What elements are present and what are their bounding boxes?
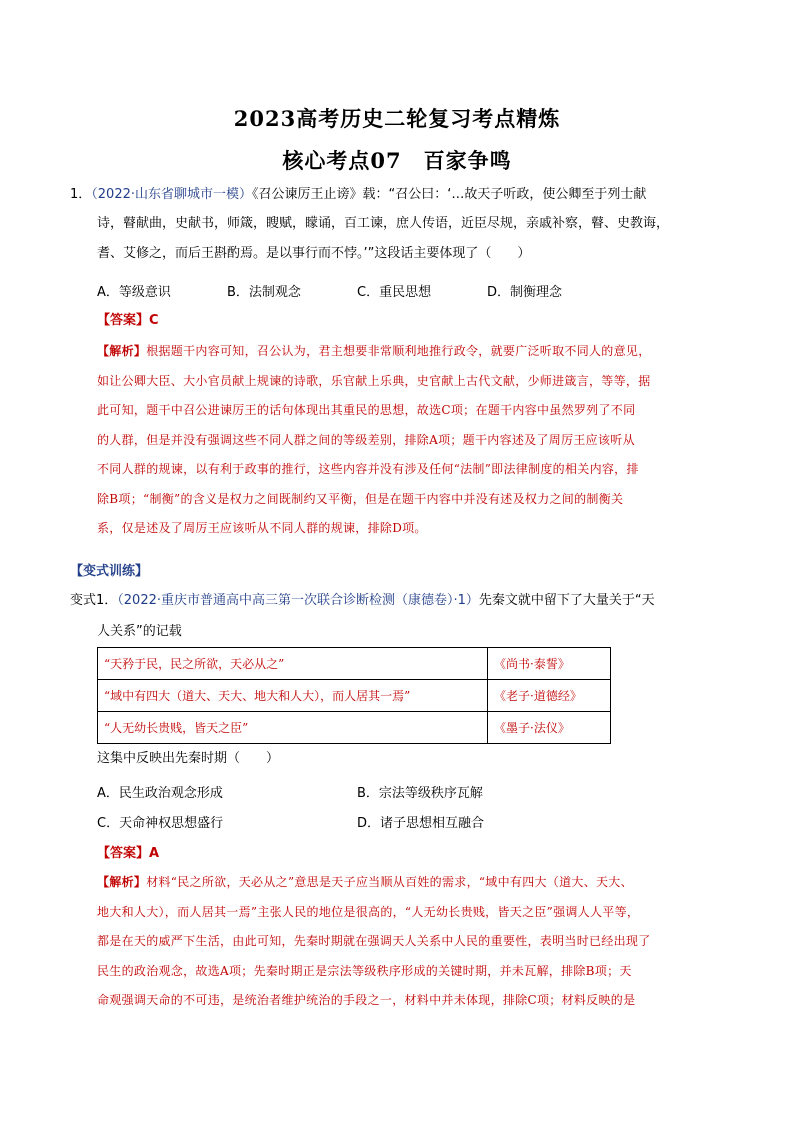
question-1-line-3: 耆、艾修之，而后王斟酌焉。是以事行而不悖。’”这段话主要体现了（ ） [97,246,531,261]
quote-cell: “人无幼长贵贱，皆天之臣” [98,712,488,744]
analysis-label: 【解析】 [97,344,147,358]
document-title: 2023高考历史二轮复习考点精炼 [233,106,561,131]
variant-number: 变式1． [70,593,118,608]
answer-label: 【答案】 [97,313,150,328]
analysis-line: 如让公卿大臣、大小官员献上规谏的诗歌，乐官献上乐典，史官献上古代文献，少师进箴言，等等，据 [97,373,651,388]
option-c: C．重民思想 [357,285,432,300]
quote-cell: “天矜于民，民之所欲，天必从之” [98,648,488,680]
table-row [98,680,611,712]
analysis-line: 命观强调天命的不可违，是统治者维护统治的手段之一，材料中并未体现，排除C项；材料反映的是 [97,993,636,1007]
analysis-line: 此可知，题干中召公进谏厉王的话句体现出其重民的思想，故选C项；在题干内容中虽然罗列了不同 [97,403,636,417]
option-b: B．法制观念 [227,285,301,300]
analysis-line: 根据题干内容可知，召公认为，君主想要非常顺利地推行政令，就要广泛听取不同人的意见， [146,344,651,358]
question-stem: 《召公谏厉王止谤》载：“召公曰：‘…故天子听政，使公卿至于列士献 [252,187,647,202]
analysis-line: 系，仅是述及了周厉王应该听从不同人群的规谏，排除D项。 [97,521,427,535]
analysis-label: 【解析】 [97,875,147,889]
answer-value: C [149,313,159,328]
analysis-line: 不同人群的规谏，以有利于政事的推行，这些内容并没有涉及任何“法制”即法律制度的相关内容，排 [97,462,639,476]
variant-training-heading: 【变式训练】 [70,564,149,579]
variant-option-b: B．宗法等级秩序瓦解 [357,786,483,801]
analysis-line: 材料“民之所欲，天必从之”意思是天子应当顺从百姓的需求，“域中有四大（道大、天大、 [146,875,633,889]
answer-line [97,313,159,329]
option-a: A．等级意识 [97,285,171,300]
answer-value: A [149,846,160,861]
variant-answer-line [97,846,159,862]
variant-1-question: 这集中反映出先秦时期（ ） [97,751,280,766]
table-row [98,648,611,680]
analysis-line: 除B项；“制衡”的含义是权力之间既制约又平衡，但是在题干内容中并没有述及权力之间的制衡关 [97,491,624,506]
question-source: （2022·山东省聊城市一模） [91,187,252,202]
answer-label: 【答案】 [97,846,150,861]
variant-stem: 先秦文就中留下了大量关于“天 [478,593,655,608]
analysis-block [97,337,737,544]
variant-option-c: C．天命神权思想盛行 [97,816,224,831]
quote-cell: “域中有四大（道大、天大、地大和人大），而人居其一焉” [98,680,488,712]
document-subtitle: 核心考点07 百家争鸣 [282,148,512,173]
analysis-line: 都是在天的威严下生活，由此可知，先秦时期就在强调天人关系中人民的重要性，表明当时已经出现了 [97,934,651,948]
analysis-line: 的人群，但是并没有强调这些不同人群之间的等级差别，排除A项；题干内容述及了周厉王应该听从 [97,432,635,447]
option-d: D．制衡理念 [487,285,563,300]
source-cell: 《墨子·法仪》 [488,712,611,744]
question-1-line-1 [70,187,646,203]
variant-option-d: D．诸子思想相互融合 [357,816,485,831]
variant-source: （2022·重庆市普通高中高三第一次联合诊断检测（康德卷）·1） [117,593,479,608]
analysis-line: 民生的政治观念，故选A项；先秦时期正是宗法等级秩序形成的关键时期，并未瓦解，排除B项；天 [97,963,632,978]
source-cell: 《老子·道德经》 [488,680,611,712]
variant-1-line-2: 人关系”的记载 [97,624,182,639]
variant-1-line-1 [70,593,655,609]
question-1-line-2: 诗，瞽献曲，史献书，师箴，瞍赋，矇诵，百工谏，庶人传语，近臣尽规，亲戚补察，瞽、史教诲， [97,216,670,231]
variant-analysis-block [97,868,737,1016]
source-cell: 《尚书·泰誓》 [488,648,611,680]
table-row [98,712,611,744]
quote-table [97,647,611,744]
question-number: 1． [70,187,92,202]
analysis-line: 地大和人大），而人居其一焉”主张人民的地位是很高的，“人无幼长贵贱，皆天之臣”强调人人平等， [97,904,640,919]
variant-option-a: A．民生政治观念形成 [97,786,223,801]
